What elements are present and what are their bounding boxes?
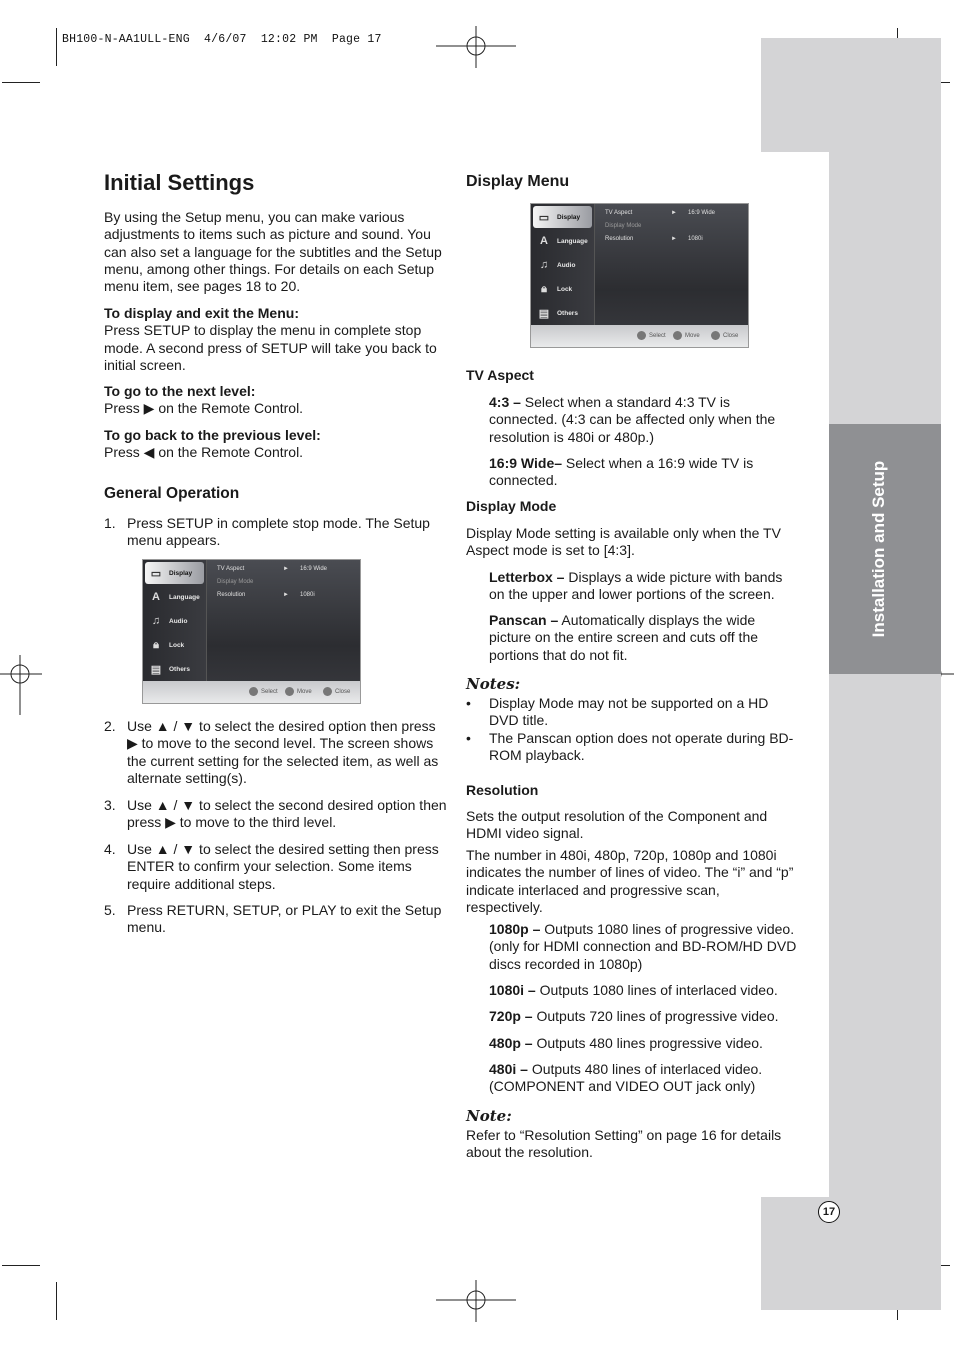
note-text: Refer to “Resolution Setting” on page 16 for details about the resolution. xyxy=(466,1127,782,1161)
page-title: Initial Settings xyxy=(104,170,255,195)
resolution-text-1: Sets the output resolution of the Component and HDMI video signal. xyxy=(466,808,768,842)
menu-item-others: ▤ Others xyxy=(538,307,578,320)
display-icon: ▭ xyxy=(538,211,550,224)
display-mode-text: Display Mode setting is available only when the TV Aspect mode is set to [4:3]. xyxy=(466,525,781,559)
menu-item-audio: ♫ Audio xyxy=(145,610,204,632)
menu-item-language: A Language xyxy=(533,230,592,252)
display-mode-heading: Display Mode xyxy=(466,498,557,514)
row-tv-aspect-label: TV Aspect xyxy=(217,566,245,572)
menu-item-display: ▭ Display xyxy=(533,206,592,228)
tv-aspect-opt-43: 4:3 – Select when a standard 4:3 TV is connected. (4:3 can be affected only when the resolution is 480i or 480p.) xyxy=(489,394,776,445)
select-icon xyxy=(637,331,646,340)
close-icon xyxy=(323,687,332,696)
menu-item-language: A Language xyxy=(145,586,204,608)
registration-mark-top xyxy=(436,26,516,68)
others-icon: ▤ xyxy=(150,663,162,676)
display-exit-section xyxy=(104,305,444,374)
setup-menu-screenshot: ▭ Display A Language ♫ Audio 🔒︎ Lock ▤ Others TV Aspect ► 16:9 Wide Display Mode Resolution ► 1080i Select Move Close xyxy=(142,559,361,704)
sidebar-bg-bottom xyxy=(761,1197,941,1310)
row-tv-aspect-value: 16:9 Wide xyxy=(300,566,328,572)
language-icon: A xyxy=(152,591,160,603)
next-level-heading: To go to the next level: xyxy=(104,383,256,399)
menu-item-lock: 🔒︎ Lock xyxy=(145,634,204,656)
select-icon xyxy=(249,687,258,696)
note-title: Note: xyxy=(466,1107,512,1125)
general-operation-heading: General Operation xyxy=(104,485,240,502)
row-display-mode-label: Display Mode xyxy=(605,223,642,229)
close-icon xyxy=(711,331,720,340)
resolution-opt-1080i: 1080i – Outputs 1080 lines of interlaced video. xyxy=(489,982,778,998)
prev-level-text: Press ◀ on the Remote Control. xyxy=(104,444,304,461)
prev-level-section xyxy=(104,427,444,462)
language-icon: A xyxy=(540,235,548,247)
sidebar-bg-strip xyxy=(829,152,941,424)
resolution-text-2: The number in 480i, 480p, 720p, 1080p and 1080i indicates the number of lines of video. The “i” and “p” indicate interlaced and progressive scan, respectively. xyxy=(466,847,794,915)
page-number: 17 xyxy=(818,1201,840,1223)
row-resolution-value: 1080i xyxy=(300,592,315,598)
menu-item-display: ▭ Display xyxy=(145,562,204,584)
menu-item-others: ▤ Others xyxy=(150,663,190,676)
tv-aspect-heading: TV Aspect xyxy=(466,367,534,383)
row-tv-aspect-label: TV Aspect xyxy=(605,210,633,216)
resolution-opt-1080p: 1080p – Outputs 1080 lines of progressive video. (only for HDMI connection and BD-ROM/HD DVD discs recorded in 1080p) xyxy=(489,921,797,972)
row-display-mode-label: Display Mode xyxy=(217,579,254,585)
display-mode-opt-panscan: Panscan – Automatically displays the wide picture on the entire screen and cuts off the portions that do not fit. xyxy=(489,612,759,663)
registration-mark-bottom xyxy=(436,1280,516,1322)
audio-icon: ♫ xyxy=(151,615,161,627)
display-exit-heading: To display and exit the Menu: xyxy=(104,305,299,321)
resolution-opt-480p: 480p – Outputs 480 lines progressive video. xyxy=(489,1035,763,1051)
row-resolution-label: Resolution xyxy=(217,592,246,598)
others-icon: ▤ xyxy=(538,307,550,320)
row-resolution-label: Resolution xyxy=(605,236,634,242)
move-icon xyxy=(285,687,294,696)
section-tab-label: Installation and Setup xyxy=(869,460,888,638)
move-icon xyxy=(673,331,682,340)
tv-aspect-opt-169: 16:9 Wide– Select when a 16:9 wide TV is connected. xyxy=(489,455,754,489)
next-level-section xyxy=(104,383,444,418)
sidebar-bg-top xyxy=(761,38,941,152)
prev-level-heading: To go back to the previous level: xyxy=(104,427,321,443)
menu-item-audio: ♫ Audio xyxy=(533,254,592,276)
display-exit-text: Press SETUP to display the menu in complete stop mode. A second press of SETUP will take you back to initial screen. xyxy=(104,322,437,373)
row-resolution-value: 1080i xyxy=(688,236,703,242)
print-header: BH100-N-AA1ULL-ENG 4/6/07 12:02 PM Page 17 xyxy=(62,33,382,46)
display-menu-screenshot: ▭ Display A Language ♫ Audio 🔒︎ Lock ▤ Others TV Aspect ► 16:9 Wide Display Mode Resolution ► 1080i Select Move Close xyxy=(530,203,749,348)
display-mode-opt-letterbox: Letterbox – Displays a wide picture with bands on the upper and lower portions of the screen. xyxy=(489,569,783,603)
intro-paragraph: By using the Setup menu, you can make various adjustments to items such as picture and sound. You can also set a language for the subtitles and the Setup menu, among other things. For details on each Setup menu item, see pages 18 to 20. xyxy=(104,209,442,295)
display-icon: ▭ xyxy=(150,567,162,580)
row-tv-aspect-value: 16:9 Wide xyxy=(688,210,716,216)
audio-icon: ♫ xyxy=(539,259,549,271)
resolution-opt-480i: 480i – Outputs 480 lines of interlaced video. (COMPONENT and VIDEO OUT jack only) xyxy=(489,1061,763,1095)
menu-item-lock: 🔒︎ Lock xyxy=(533,278,592,300)
sidebar-bg-mid xyxy=(829,674,941,1197)
lock-icon: 🔒︎ xyxy=(541,282,547,295)
registration-mark-left xyxy=(0,655,42,715)
resolution-heading: Resolution xyxy=(466,782,539,798)
display-menu-heading: Display Menu xyxy=(466,173,570,190)
next-level-text: Press ▶ on the Remote Control. xyxy=(104,400,304,417)
notes-title: Notes: xyxy=(466,675,521,693)
resolution-opt-720p: 720p – Outputs 720 lines of progressive video. xyxy=(489,1008,779,1024)
lock-icon: 🔒︎ xyxy=(153,638,159,651)
